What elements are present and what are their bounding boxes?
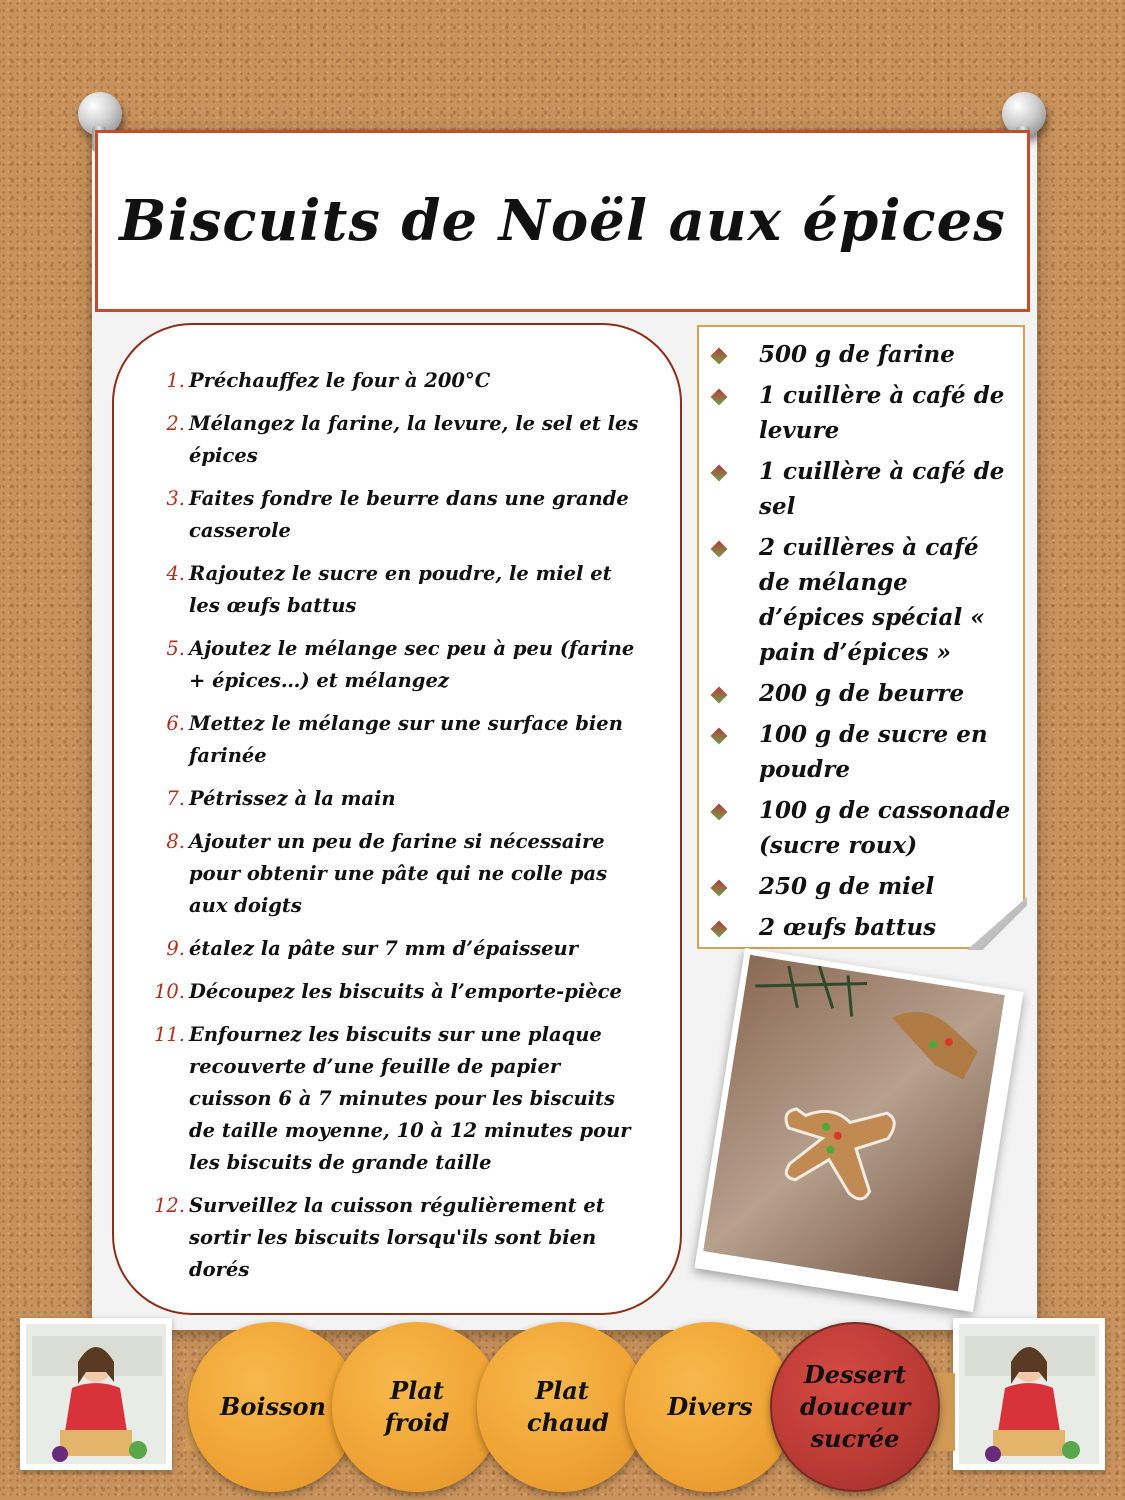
nav-label: Boisson: [220, 1392, 326, 1421]
ingredient-text: 500 g de farine: [759, 341, 955, 368]
step-text: Rajoutez le sucre en poudre, le miel et les œufs battus: [189, 562, 612, 617]
step-number: 1.: [166, 369, 185, 392]
title-banner: [95, 130, 1030, 312]
step-number: 9.: [166, 937, 185, 960]
step-number: 8.: [166, 830, 185, 853]
step-text: Mettez le mélange sur une surface bien farinée: [189, 712, 623, 767]
ingredient-item: [713, 793, 1011, 863]
ingredients-panel: [697, 325, 1025, 949]
step-item: [144, 558, 646, 622]
step-number: 4.: [166, 562, 185, 585]
ingredient-item: [713, 869, 1011, 904]
step-number: 12.: [153, 1194, 185, 1217]
step-number: 2.: [166, 412, 185, 435]
step-text: Ajoutez le mélange sec peu à peu (farine + épices…) et mélangez: [189, 637, 635, 692]
step-item: [144, 633, 646, 697]
steps-list: [114, 325, 680, 1286]
step-number: 5.: [166, 637, 185, 660]
nav-label: Divers: [667, 1392, 753, 1421]
nav-label: Dessert douceur sucrée: [800, 1360, 911, 1453]
step-item: [144, 826, 646, 922]
step-number: 11.: [153, 1023, 185, 1046]
cook-avatar-left: [20, 1318, 172, 1470]
ingredient-item: [713, 337, 1011, 372]
step-item: [144, 933, 646, 965]
step-text: Faites fondre le beurre dans une grande casserole: [189, 487, 629, 542]
ingredient-item: [713, 717, 1011, 787]
ingredient-item: [713, 910, 1011, 945]
bullet-icon: [713, 910, 759, 945]
step-text: Découpez les biscuits à l’emporte-pièce: [189, 980, 622, 1003]
ingredients-list: [699, 327, 1023, 945]
step-number: 7.: [166, 787, 185, 810]
ingredient-text: 200 g de beurre: [759, 680, 965, 707]
nav-label: Plat froid: [384, 1376, 450, 1437]
step-item: [144, 708, 646, 772]
step-number: 3.: [166, 487, 185, 510]
bullet-icon: [713, 676, 759, 711]
bullet-icon: [713, 869, 759, 904]
ingredient-item: [713, 378, 1011, 448]
nav-label: Plat chaud: [527, 1376, 609, 1437]
steps-panel: [112, 323, 682, 1315]
step-text: étalez la pâte sur 7 mm d’épaisseur: [189, 937, 578, 960]
bullet-icon: [713, 337, 759, 372]
step-text: Pétrissez à la main: [189, 787, 396, 810]
ingredient-text: 1 cuillère à café de levure: [759, 382, 1005, 444]
ingredient-text: 2 cuillères à café de mélange d’épices spécial « pain d’épices »: [759, 534, 985, 666]
step-number: 10.: [153, 980, 185, 1003]
ingredient-item: [713, 530, 1011, 670]
step-text: Ajouter un peu de farine si nécessaire pour obtenir une pâte qui ne colle pas aux doigts: [189, 830, 608, 917]
step-item: [144, 976, 646, 1008]
cook-avatar-right: [953, 1318, 1105, 1470]
gingerbread-photo: [694, 948, 1023, 1312]
step-number: 6.: [166, 712, 185, 735]
step-item: [144, 783, 646, 815]
ingredient-text: 100 g de cassonade (sucre roux): [759, 797, 1011, 859]
gingerbread-image: [703, 955, 1005, 1292]
ingredient-text: 2 œufs battus: [759, 914, 937, 941]
step-item: [144, 365, 646, 397]
ingredient-text: 250 g de miel: [759, 873, 935, 900]
nav-dessert-button[interactable]: [770, 1322, 940, 1492]
cook-icon: [953, 1318, 1105, 1470]
step-text: Préchauffez le four à 200°C: [189, 369, 491, 392]
step-item: [144, 483, 646, 547]
ingredient-item: [713, 676, 1011, 711]
bullet-icon: [713, 378, 759, 448]
step-item: [144, 1019, 646, 1179]
bullet-icon: [713, 717, 759, 787]
cook-icon: [20, 1318, 172, 1470]
ingredient-text: 100 g de sucre en poudre: [759, 721, 988, 783]
step-item: [144, 1190, 646, 1286]
bullet-icon: [713, 530, 759, 670]
page-title: Biscuits de Noël aux épices: [119, 188, 1006, 254]
bullet-icon: [713, 454, 759, 524]
ingredient-text: 1 cuillère à café de sel: [759, 458, 1005, 520]
step-text: Mélangez la farine, la levure, le sel et les épices: [189, 412, 639, 467]
step-text: Enfournez les biscuits sur une plaque recouverte d’une feuille de papier cuisson 6 à 7 minutes pour les biscuits de taille moyenne, 10 à 12 minutes pour les biscuits de grande taille: [189, 1023, 631, 1174]
step-text: Surveillez la cuisson régulièrement et sortir les biscuits lorsqu'ils sont bien dorés: [189, 1194, 605, 1281]
ingredient-item: [713, 454, 1011, 524]
step-item: [144, 408, 646, 472]
nav-plat-chaud-button[interactable]: [477, 1322, 647, 1492]
bullet-icon: [713, 793, 759, 863]
